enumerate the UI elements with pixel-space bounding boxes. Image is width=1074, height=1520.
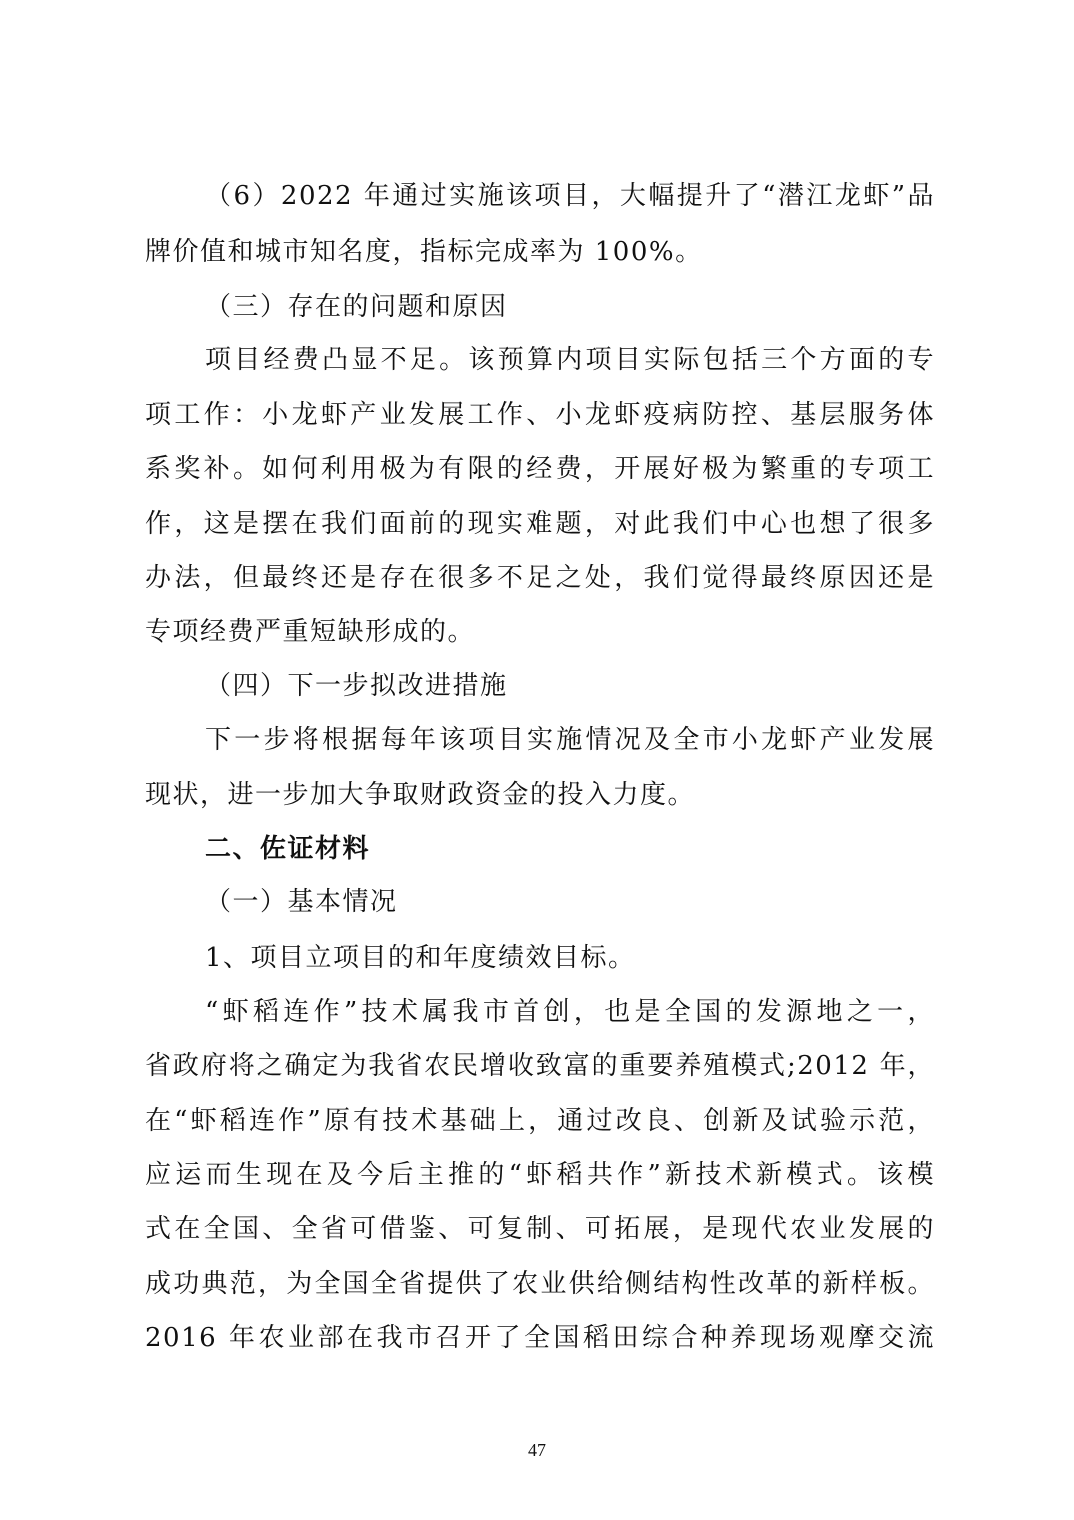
paragraph-line: （6）2022 年通过实施该项目，大幅提升了“潜江龙虾”品: [205, 181, 935, 211]
paragraph-line: 在“虾稻连作”原有技术基础上，通过改良、创新及试验示范，: [145, 1106, 935, 1136]
paragraph-line: 专项经费严重短缺形成的。: [145, 617, 476, 647]
paragraph-line: 项目经费凸显不足。该预算内项目实际包括三个方面的专: [205, 345, 935, 375]
page-number: 47: [528, 1440, 546, 1460]
paragraph-line: 项工作：小龙虾产业发展工作、小龙虾疫病防控、基层服务体: [145, 400, 935, 430]
paragraph-line: 2016 年农业部在我市召开了全国稻田综合种养现场观摩交流: [145, 1323, 935, 1353]
paragraph-line: 作，这是摆在我们面前的现实难题，对此我们中心也想了很多: [145, 509, 935, 539]
paragraph-line: 系奖补。如何利用极为有限的经费，开展好极为繁重的专项工: [145, 454, 935, 484]
paragraph-line: 现状，进一步加大争取财政资金的投入力度。: [145, 780, 696, 810]
paragraph-line: 下一步将根据每年该项目实施情况及全市小龙虾产业发展: [205, 725, 935, 755]
section-heading: （三）存在的问题和原因: [205, 292, 508, 322]
paragraph-line: 牌价值和城市知名度，指标完成率为 100%。: [145, 237, 703, 267]
paragraph-line: 省政府将之确定为我省农民增收致富的重要养殖模式;2012 年，: [145, 1051, 935, 1081]
section-heading: （四）下一步拟改进措施: [205, 671, 508, 701]
paragraph-line: 1、项目立项目的和年度绩效目标。: [205, 943, 636, 973]
paragraph-line: “虾稻连作”技术属我市首创，也是全国的发源地之一，: [205, 997, 935, 1027]
chapter-heading: 二、佐证材料: [205, 834, 371, 864]
section-heading: （一）基本情况: [205, 887, 398, 917]
paragraph-line: 式在全国、全省可借鉴、可复制、可拓展，是现代农业发展的: [145, 1214, 935, 1244]
paragraph-line: 办法，但最终还是存在很多不足之处，我们觉得最终原因还是: [145, 563, 935, 593]
paragraph-line: 应运而生现在及今后主推的“虾稻共作”新技术新模式。该模: [145, 1160, 935, 1190]
paragraph-line: 成功典范，为全国全省提供了农业供给侧结构性改革的新样板。: [145, 1269, 935, 1299]
